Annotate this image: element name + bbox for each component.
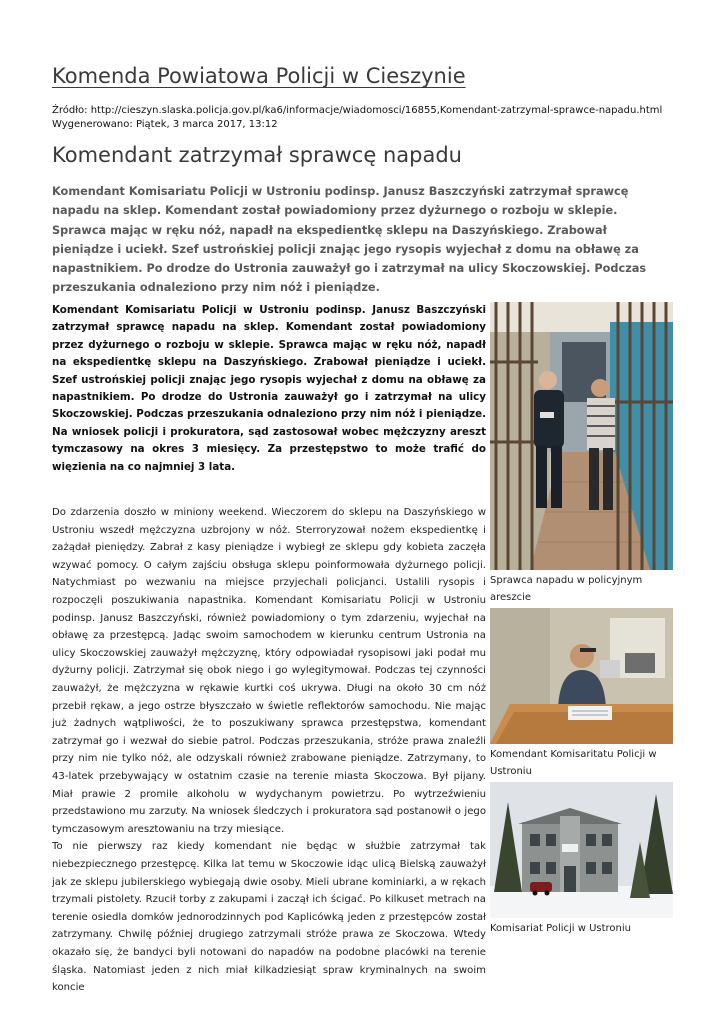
photo-figure-2 [490, 608, 673, 780]
article-lead: Komendant Komisariatu Policji w Ustroniu podinsp. Janusz Baszczyński zatrzymał sprawcę napadu na sklep. Komendant został powiadomiony przez dyżurnego o rozboju w sklepie. Sprawca mając w ręku nóż, napadł na ekspedientkę sklepu na Daszyńskiego. Zrabował pieniądze i uciekł. Szef ustrońskiej policji znając jego rysopis wyjechał z domu na obławę za napastnikiem. Po drodze do Ustronia zauważył go i zatrzymał na ulicy Skoczowskiej. Podczas przeszukania odnaleziono przy nim nóż i pieniądze. [52, 185, 647, 295]
site-title: Komenda Powiatowa Policji w Cieszynie [52, 64, 466, 88]
photo-caption-3: Komisariat Policji w Ustroniu [490, 923, 632, 934]
generated-line: Wygenerowano: Piątek, 3 marca 2017, 13:12 [52, 119, 278, 130]
article-paragraph-2: To nie pierwszy raz kiedy komendant nie będąc w służbie zatrzymał tak niebezpiecznego przestępcę. Kilka lat temu w Skoczowie idąc ulicą Bielską zauważył jak ze sklepu jubilerskiego wybiegają dwie osoby. Mieli ubrane kominiarki, a w rękach trzymali pistolety. Rzucił torby z zakupami i zaczął ich ścigać. Po kilkuset metrach na terenie osiedla domków jednorodzinnych pod Kaplicówką jeden z przestępców został zatrzymany. Chwilę później drugiego zatrzymali stróże prawa ze Skoczowa. Wtedy okazało się, że bandyci byli notowani do napadów na podobne placówki na terenie śląska. Natomiast jeden z nich miał kilkadziesiąt spraw kryminalnych na swoim koncie [52, 841, 486, 994]
photo-caption-1: Sprawca napadu w policyjnym areszcie [490, 575, 643, 603]
article-intro: Komendant Komisariatu Policji w Ustroniu podinsp. Janusz Baszczyński zatrzymał sprawcę napadu na sklep. Komendant został powiadomiony przez dyżurnego o rozboju w sklepie. Sprawca mając w ręku nóż, napadł na ekspedientkę sklepu na Daszyńskiego. Zrabował pieniądze i uciekł. Szef ustrońskiej policji znając jego rysopis wyjechał z domu na obławę za napastnikiem. Po drodze do Ustronia zauważył go i zatrzymał na ulicy Skoczowskiej. Podczas przeszukania odnaleziono przy nim nóż i pieniądze. Na wniosek policji i prokuratora, sąd zastosował wobec mężczyzny areszt tymczasowy na okres 3 miesięcy. Za przestępstwo to może trafić do więzienia na co najmniej 3 lata. [52, 304, 486, 473]
source-line: Źródło: http://cieszyn.slaska.policja.gov.pl/ka6/informacje/wiadomosci/16855,Komendant-zatrzymal-sprawce-napadu.html [52, 105, 663, 116]
photo-jail-corridor [490, 302, 673, 570]
photo-figure-3 [490, 782, 673, 937]
photo-caption-2: Komendant Komisaritatu Policji w Ustroniu [490, 749, 657, 777]
article-title: Komendant zatrzymał sprawcę napadu [52, 143, 462, 167]
document-meta [52, 104, 662, 132]
photo-police-station [490, 782, 673, 918]
photo-figure-1 [490, 302, 673, 606]
photo-commander-office [490, 608, 673, 744]
article-paragraph-1: Do zdarzenia doszło w miniony weekend. Wieczorem do sklepu na Daszyńskiego w Ustroniu wszedł mężczyzna uzbrojony w nóż. Sterroryzował nożem ekspedientkę i zażądał pieniędzy. Zabrał z kasy pieniądze i wybiegł ze sklepu gdy kobieta zaczęła wzywać pomocy. O całym zajściu obsługa sklepu poinformowała dyżurnego policji. Natychmiast po wezwaniu na miejsce przyjechali policjanci. Ustalili rysopis i rozpoczęli poszukiwania napastnika. Komendant Komisariatu Policji w Ustroniu podinsp. Janusz Baszczyński, również powiadomiony o tym zdarzeniu, wyjechał na obławę za przestępcą. Jadąc swoim samochodem w kierunku centrum Ustronia na ulicy Skoczowskiej zauważył mężczyznę, który odpowiadał rysopisowi jaki podał mu dyżurny policji. Zatrzymał się obok niego i go wylegitymował. Podczas tej czynności zauważył, że mężczyzna w rękawie kurtki coś ukrywa. Długi na około 30 cm nóż przebił rękaw, a jego ostrze błyszczało w świetle reflektorów samochodu. Nie mając już żadnych wątpliwości, że to poszukiwany sprawca przestępstwa, komendant zatrzymał go i wezwał do siebie patrol. Podczas przeszukania, stróże prawa znaleźli przy nim nie tylko nóż, ale odzyskali również zrabowane pieniądze. Zatrzymany, to 43-latek przebywający w ostatnim czasie na terenie miasta Skoczowa. Był pijany. Miał prawie 2 promile alkoholu w wydychanym powietrzu. Po wytrzeźwieniu przedstawiono mu zarzuty. Na wniosek śledczych i prokuratora sąd postanowił o jego tymczasowym aresztowaniu na trzy miesiące. [52, 507, 486, 835]
article-body [52, 302, 486, 997]
